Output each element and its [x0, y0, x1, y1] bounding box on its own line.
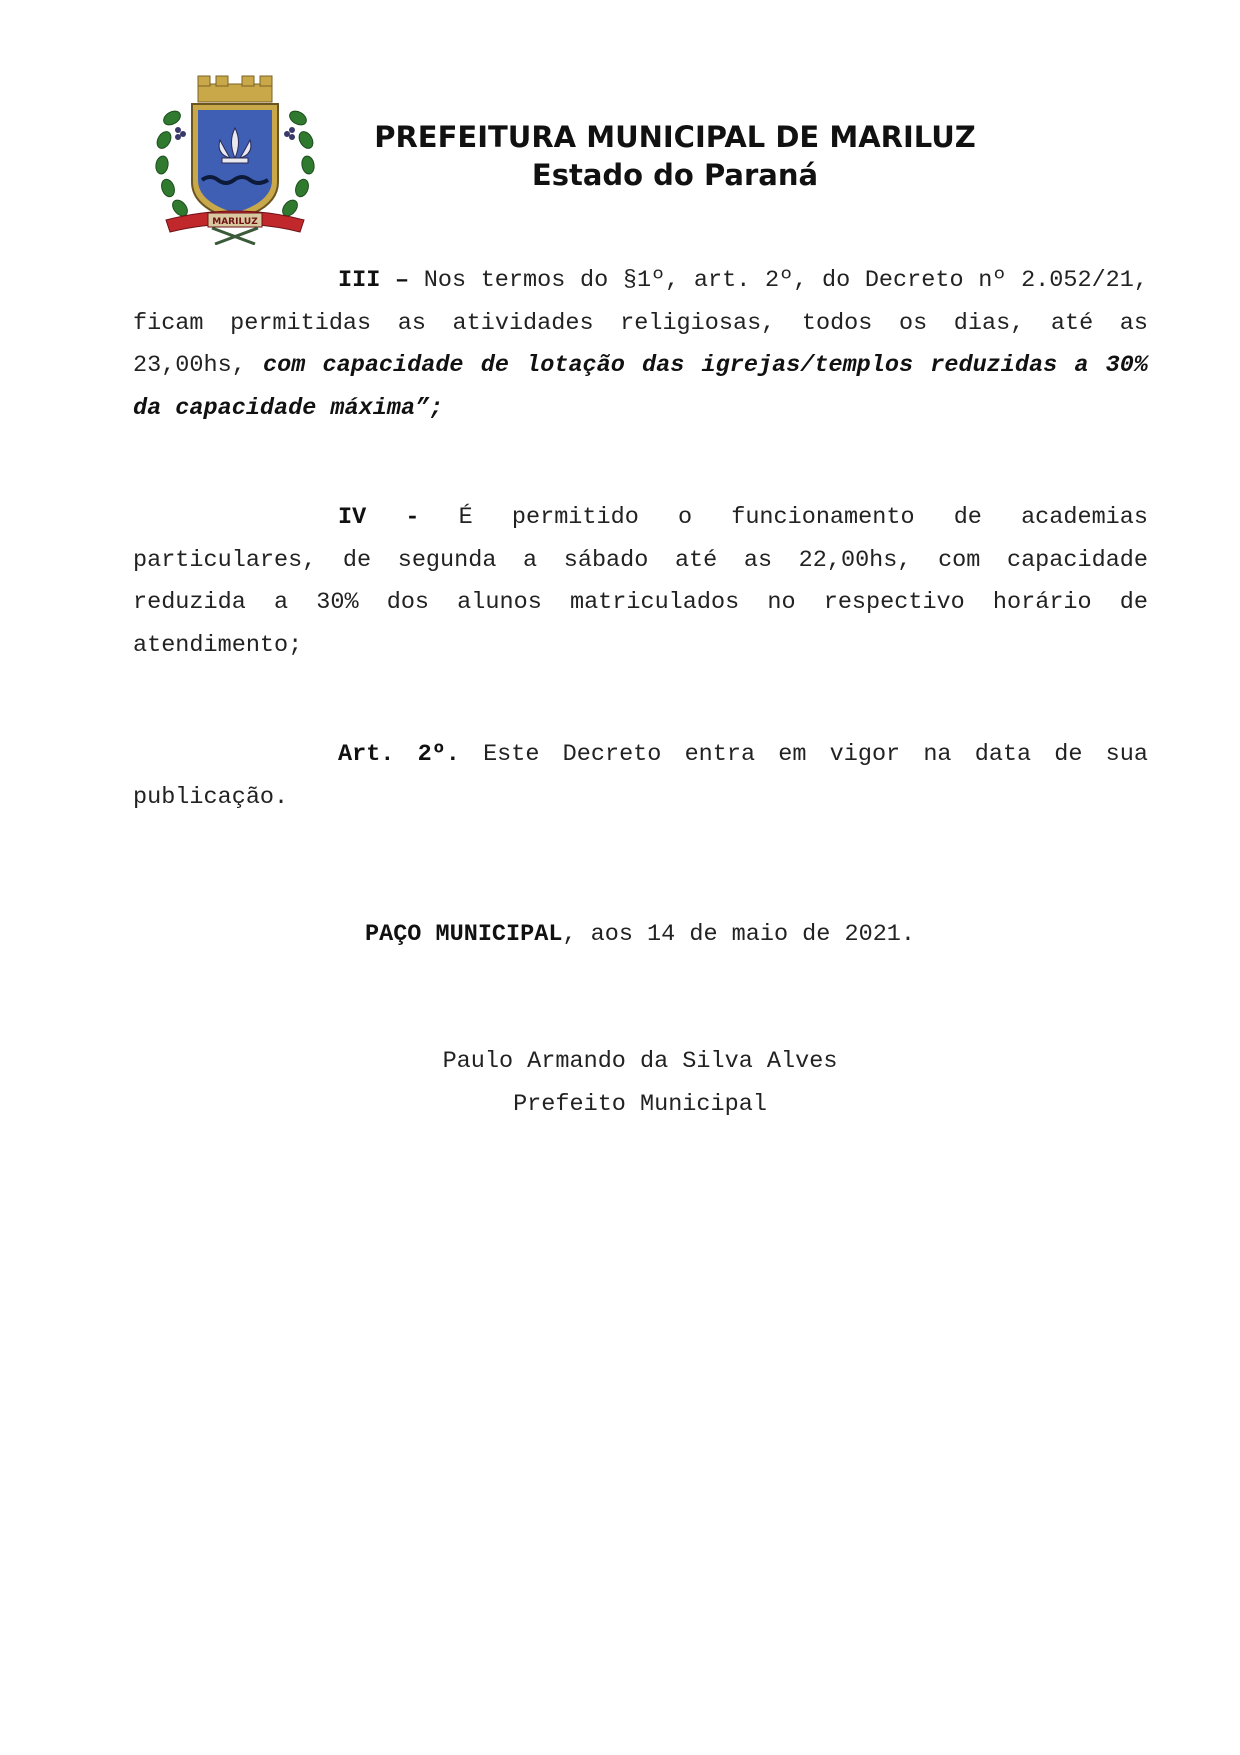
article-2 — [133, 734, 1148, 819]
paragraph-label: IV - — [338, 504, 420, 531]
article-text: Este Decreto entra em vigor na data de sua publicação. — [133, 741, 1148, 811]
header-title — [340, 118, 1010, 194]
municipality-name: PREFEITURA MUNICIPAL DE MARILUZ — [374, 120, 976, 154]
paragraph-label: III – — [338, 267, 410, 294]
paragraph-emphasis: com capacidade de lotação das igrejas/templos reduzidas a 30% da capacidade máxima”; — [133, 352, 1148, 422]
paragraph-text: É permitido o funcionamento de academias particulares, de segunda a sábado até as 22,00hs, com capacidade reduzida a 30% dos alunos matriculados no respectivo horário de atendimento; — [133, 504, 1148, 659]
paragraph-text: Nos termos do §1º, art. 2º, do Decreto nº 2.052/21, ficam permitidas as atividades religiosas, todos os dias, até as 23,00hs, — [133, 267, 1148, 379]
closing-date-line — [20, 914, 1240, 957]
crest-icon — [150, 70, 320, 245]
municipal-crest-logo — [150, 70, 320, 245]
place-label: PAÇO MUNICIPAL — [365, 921, 563, 948]
signatory-name: Paulo Armando da Silva Alves — [442, 1048, 838, 1075]
crest-banner-text: MARILUZ — [212, 217, 258, 227]
article-label: Art. 2º. — [338, 741, 460, 768]
paragraph-iv — [133, 497, 1148, 667]
paragraph-iii — [133, 260, 1148, 430]
state-name: Estado do Paraná — [531, 158, 819, 192]
date-text: , aos 14 de maio de 2021. — [562, 921, 915, 948]
signatory-role: Prefeito Municipal — [513, 1091, 767, 1118]
